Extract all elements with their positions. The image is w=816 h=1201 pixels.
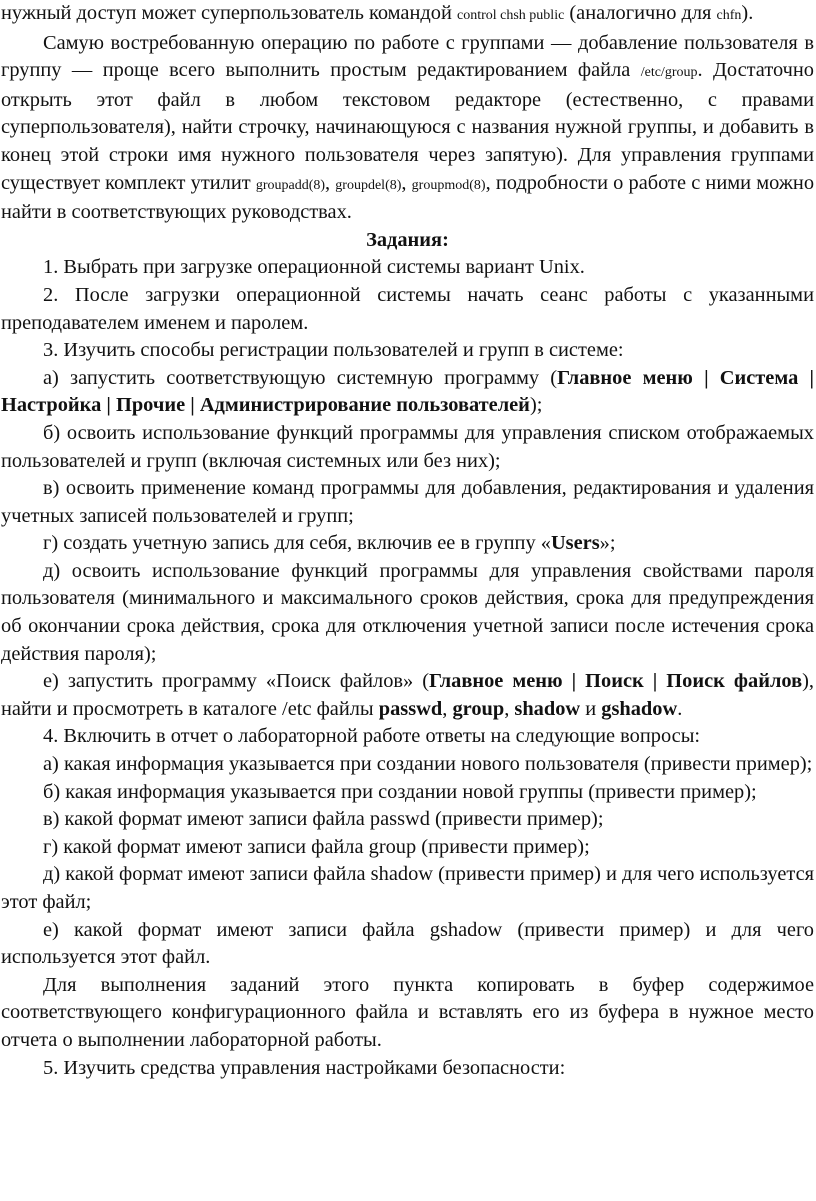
inline-code: groupdel(8)	[335, 177, 402, 193]
text: а) запустить соответствующую системную программу (	[43, 366, 558, 389]
text: , подробности о работе с ними можно найти в соответствующих руководствах.	[1, 171, 815, 224]
paragraph-groups	[1, 30, 814, 227]
text: ,	[325, 171, 336, 194]
task-4d: г) какой формат имеют записи файла group (привести пример);	[43, 835, 590, 858]
task-4e: д) какой формат имеют записи файла shadow (привести пример) и для чего используется этот файл;	[1, 863, 814, 913]
task-3: 3. Изучить способы регистрации пользователей и групп в системе:	[43, 339, 624, 362]
paragraph-intro-continued	[1, 0, 814, 30]
menu-path: Главное меню | Система | Настройка | Прочие | Администрирование пользователей	[1, 366, 814, 417]
text: ).	[741, 2, 754, 24]
text: Самую востребованную операцию по работе с группами — добавление пользователя в группу — проще всего выполнить простым редактированием файла	[1, 31, 814, 82]
inline-code: groupmod(8)	[411, 177, 486, 193]
task-4b: б) какая информация указывается при создании новой группы (привести пример);	[43, 780, 757, 803]
text: ,	[401, 171, 412, 194]
group-name: Users	[550, 532, 600, 555]
task-3a	[1, 365, 814, 420]
task-3b: б) освоить использование функций программы для управления списком отображаемых пользователей и групп (включая системных или без них);	[1, 421, 814, 472]
text: нужный доступ может суперпользователь командой	[1, 2, 457, 24]
task-1: 1. Выбрать при загрузке операционной системы вариант Unix.	[43, 256, 585, 279]
section-heading: Задания:	[366, 228, 449, 251]
inline-code: chfn	[716, 8, 742, 23]
task-2: 2. После загрузки операционной системы начать сеанс работы с указанными преподавателем именем и паролем.	[1, 283, 814, 334]
text: и	[580, 697, 602, 720]
text: г) создать учетную запись для себя, включив ее в группу «	[43, 532, 551, 555]
file-name: gshadow	[601, 697, 678, 720]
inline-code: groupadd(8)	[255, 177, 326, 193]
task-4c: в) какой формат имеют записи файла passwd (привести пример);	[43, 808, 604, 831]
menu-path: Главное меню | Поиск | Поиск файлов	[429, 670, 803, 693]
text: );	[529, 394, 543, 417]
file-name: passwd	[378, 697, 443, 720]
task-4f: е) какой формат имеют записи файла gshadow (привести пример) и для чего используется этот файл.	[1, 918, 814, 969]
inline-code: control chsh public	[456, 8, 565, 23]
task-3c: в) освоить применение команд программы для добавления, редактирования и удаления учетных записей пользователей и групп;	[1, 477, 814, 527]
file-name: shadow	[514, 697, 581, 720]
inline-code: /etc/group	[640, 65, 698, 81]
task-4: 4. Включить в отчет о лабораторной работе ответы на следующие вопросы:	[43, 725, 701, 748]
text: ), найти и просмотреть в каталоге /etc файлы	[1, 670, 814, 720]
task-3e: д) освоить использование функций программы для управления свойствами пароля пользователя (минимального и максимального сроков действия, срока для предупреждения об окончании срока действия, срока для отключения учетной записи после истечения срока действия пароля);	[1, 559, 814, 665]
text: . Достаточно открыть этот файл в любом текстовом редакторе (естественно, с правами суперпользователя), найти строчку, начинающуюся с названия нужной группы, и добавить в конец этой строки имя нужного пользователя через запятую). Для управления группами существует комплект утилит	[1, 59, 815, 194]
task-4-note: Для выполнения заданий этого пункта копировать в буфер содержимое соответствующего конфигурационного файла и вставлять его из буфера в нужное место отчета о выполнении лабораторной работы.	[1, 973, 814, 1051]
text: е) запустить программу «Поиск файлов» (	[43, 670, 430, 693]
task-3d	[1, 530, 814, 558]
text: ,	[442, 697, 453, 720]
file-name: group	[452, 697, 505, 720]
text: ,	[504, 697, 515, 720]
text: (аналогично для	[564, 2, 717, 24]
text: »;	[599, 532, 616, 555]
task-4a: а) какая информация указывается при создании нового пользователя (привести пример);	[43, 753, 813, 776]
text: .	[677, 697, 683, 720]
task-5: 5. Изучить средства управления настройками безопасности:	[43, 1056, 566, 1079]
task-3f	[1, 668, 814, 723]
